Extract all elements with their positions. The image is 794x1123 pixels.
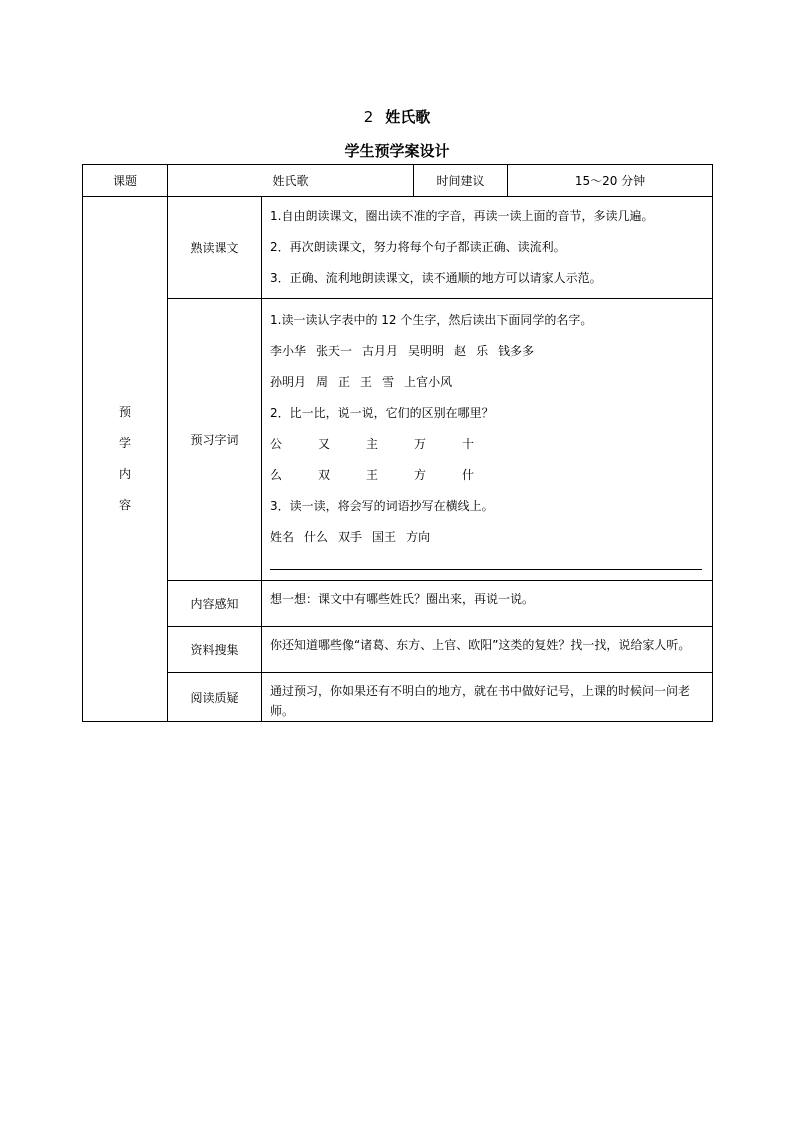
student-name: 正 [338, 375, 351, 389]
section-label [83, 197, 168, 722]
row-label-perception: 内容感知 [168, 581, 262, 627]
perception-content: 想一想：课文中有哪些姓氏？圈出来，再说一说。 [262, 581, 713, 627]
topic-value: 姓氏歌 [168, 165, 414, 197]
header-row [83, 165, 713, 197]
compare-char: 又 [318, 437, 331, 451]
list-item: 3．正确、流利地朗读课文，读不通顺的地方可以请家人示范。 [270, 271, 602, 285]
student-name: 王 [360, 375, 373, 389]
preview-table [82, 164, 713, 722]
writing-line[interactable] [270, 553, 702, 570]
reading-content [262, 197, 713, 299]
student-name: 李小华 [270, 344, 307, 358]
page-title [0, 106, 794, 127]
student-name: 孙明月 [270, 375, 307, 389]
table-row [83, 581, 713, 627]
student-name: 周 [316, 375, 329, 389]
section-char: 预 [118, 405, 131, 419]
student-name: 张天一 [316, 344, 353, 358]
copy-word: 双手 [338, 530, 363, 544]
time-value: 15～20 分钟 [508, 165, 713, 197]
lesson-title: 姓氏歌 [385, 108, 431, 126]
lesson-number: 2 [363, 108, 374, 126]
student-name: 吴明明 [408, 344, 445, 358]
vocab-content [262, 299, 713, 581]
compare-char: 公 [270, 437, 283, 451]
research-content: 你还知道哪些像“诸葛、东方、上官、欧阳”这类的复姓？找一找，说给家人听。 [262, 627, 713, 673]
compare-char: 十 [462, 437, 475, 451]
table-row [83, 197, 713, 299]
copy-word: 方向 [406, 530, 431, 544]
student-name: 上官小风 [404, 375, 453, 389]
copy-word: 姓名 [270, 530, 295, 544]
list-item: 1.自由朗读课文，圈出读不准的字音，再读一读上面的音节，多读几遍。 [270, 209, 654, 223]
student-name: 钱多多 [498, 344, 535, 358]
words-row [270, 522, 712, 553]
table-row [83, 627, 713, 673]
vocab-intro-3: 3．读一读，将会写的词语抄写在横线上。 [270, 499, 494, 513]
compare-char: 方 [414, 468, 427, 482]
time-label: 时间建议 [414, 165, 508, 197]
page-subtitle: 学生预学案设计 [344, 142, 450, 160]
copy-word: 什么 [304, 530, 329, 544]
list-item: 2．再次朗读课文，努力将每个句子都读正确、读流利。 [270, 240, 566, 254]
compare-char: 么 [270, 468, 283, 482]
student-name: 雪 [382, 375, 395, 389]
compare-char: 万 [414, 437, 427, 451]
names-row-2 [270, 367, 712, 398]
row-label-questions: 阅读质疑 [168, 673, 262, 722]
vocab-intro-1: 1.读一读认字表中的 12 个生字，然后读出下面同学的名字。 [270, 313, 593, 327]
compare-char: 王 [366, 468, 379, 482]
table-row [83, 673, 713, 722]
section-char: 容 [118, 498, 131, 512]
row-label-reading: 熟读课文 [168, 197, 262, 299]
vocab-intro-2: 2．比一比，说一说，它们的区别在哪里？ [270, 406, 494, 420]
compare-char: 双 [318, 468, 331, 482]
compare-char: 主 [366, 437, 379, 451]
names-row-1 [270, 336, 712, 367]
compare-char: 什 [462, 468, 475, 482]
copy-word: 国王 [372, 530, 397, 544]
section-char: 内 [118, 467, 131, 481]
row-label-research: 资料搜集 [168, 627, 262, 673]
chars-row-1 [270, 429, 712, 460]
student-name: 赵 [454, 344, 467, 358]
row-label-vocab: 预习字词 [168, 299, 262, 581]
table-row [83, 299, 713, 581]
section-char: 学 [118, 436, 131, 450]
student-name: 乐 [476, 344, 489, 358]
chars-row-2 [270, 460, 712, 491]
questions-content: 通过预习，你如果还有不明白的地方，就在书中做好记号，上课的时候问一问老师。 [262, 673, 713, 722]
topic-label: 课题 [83, 165, 168, 197]
student-name: 古月月 [362, 344, 399, 358]
